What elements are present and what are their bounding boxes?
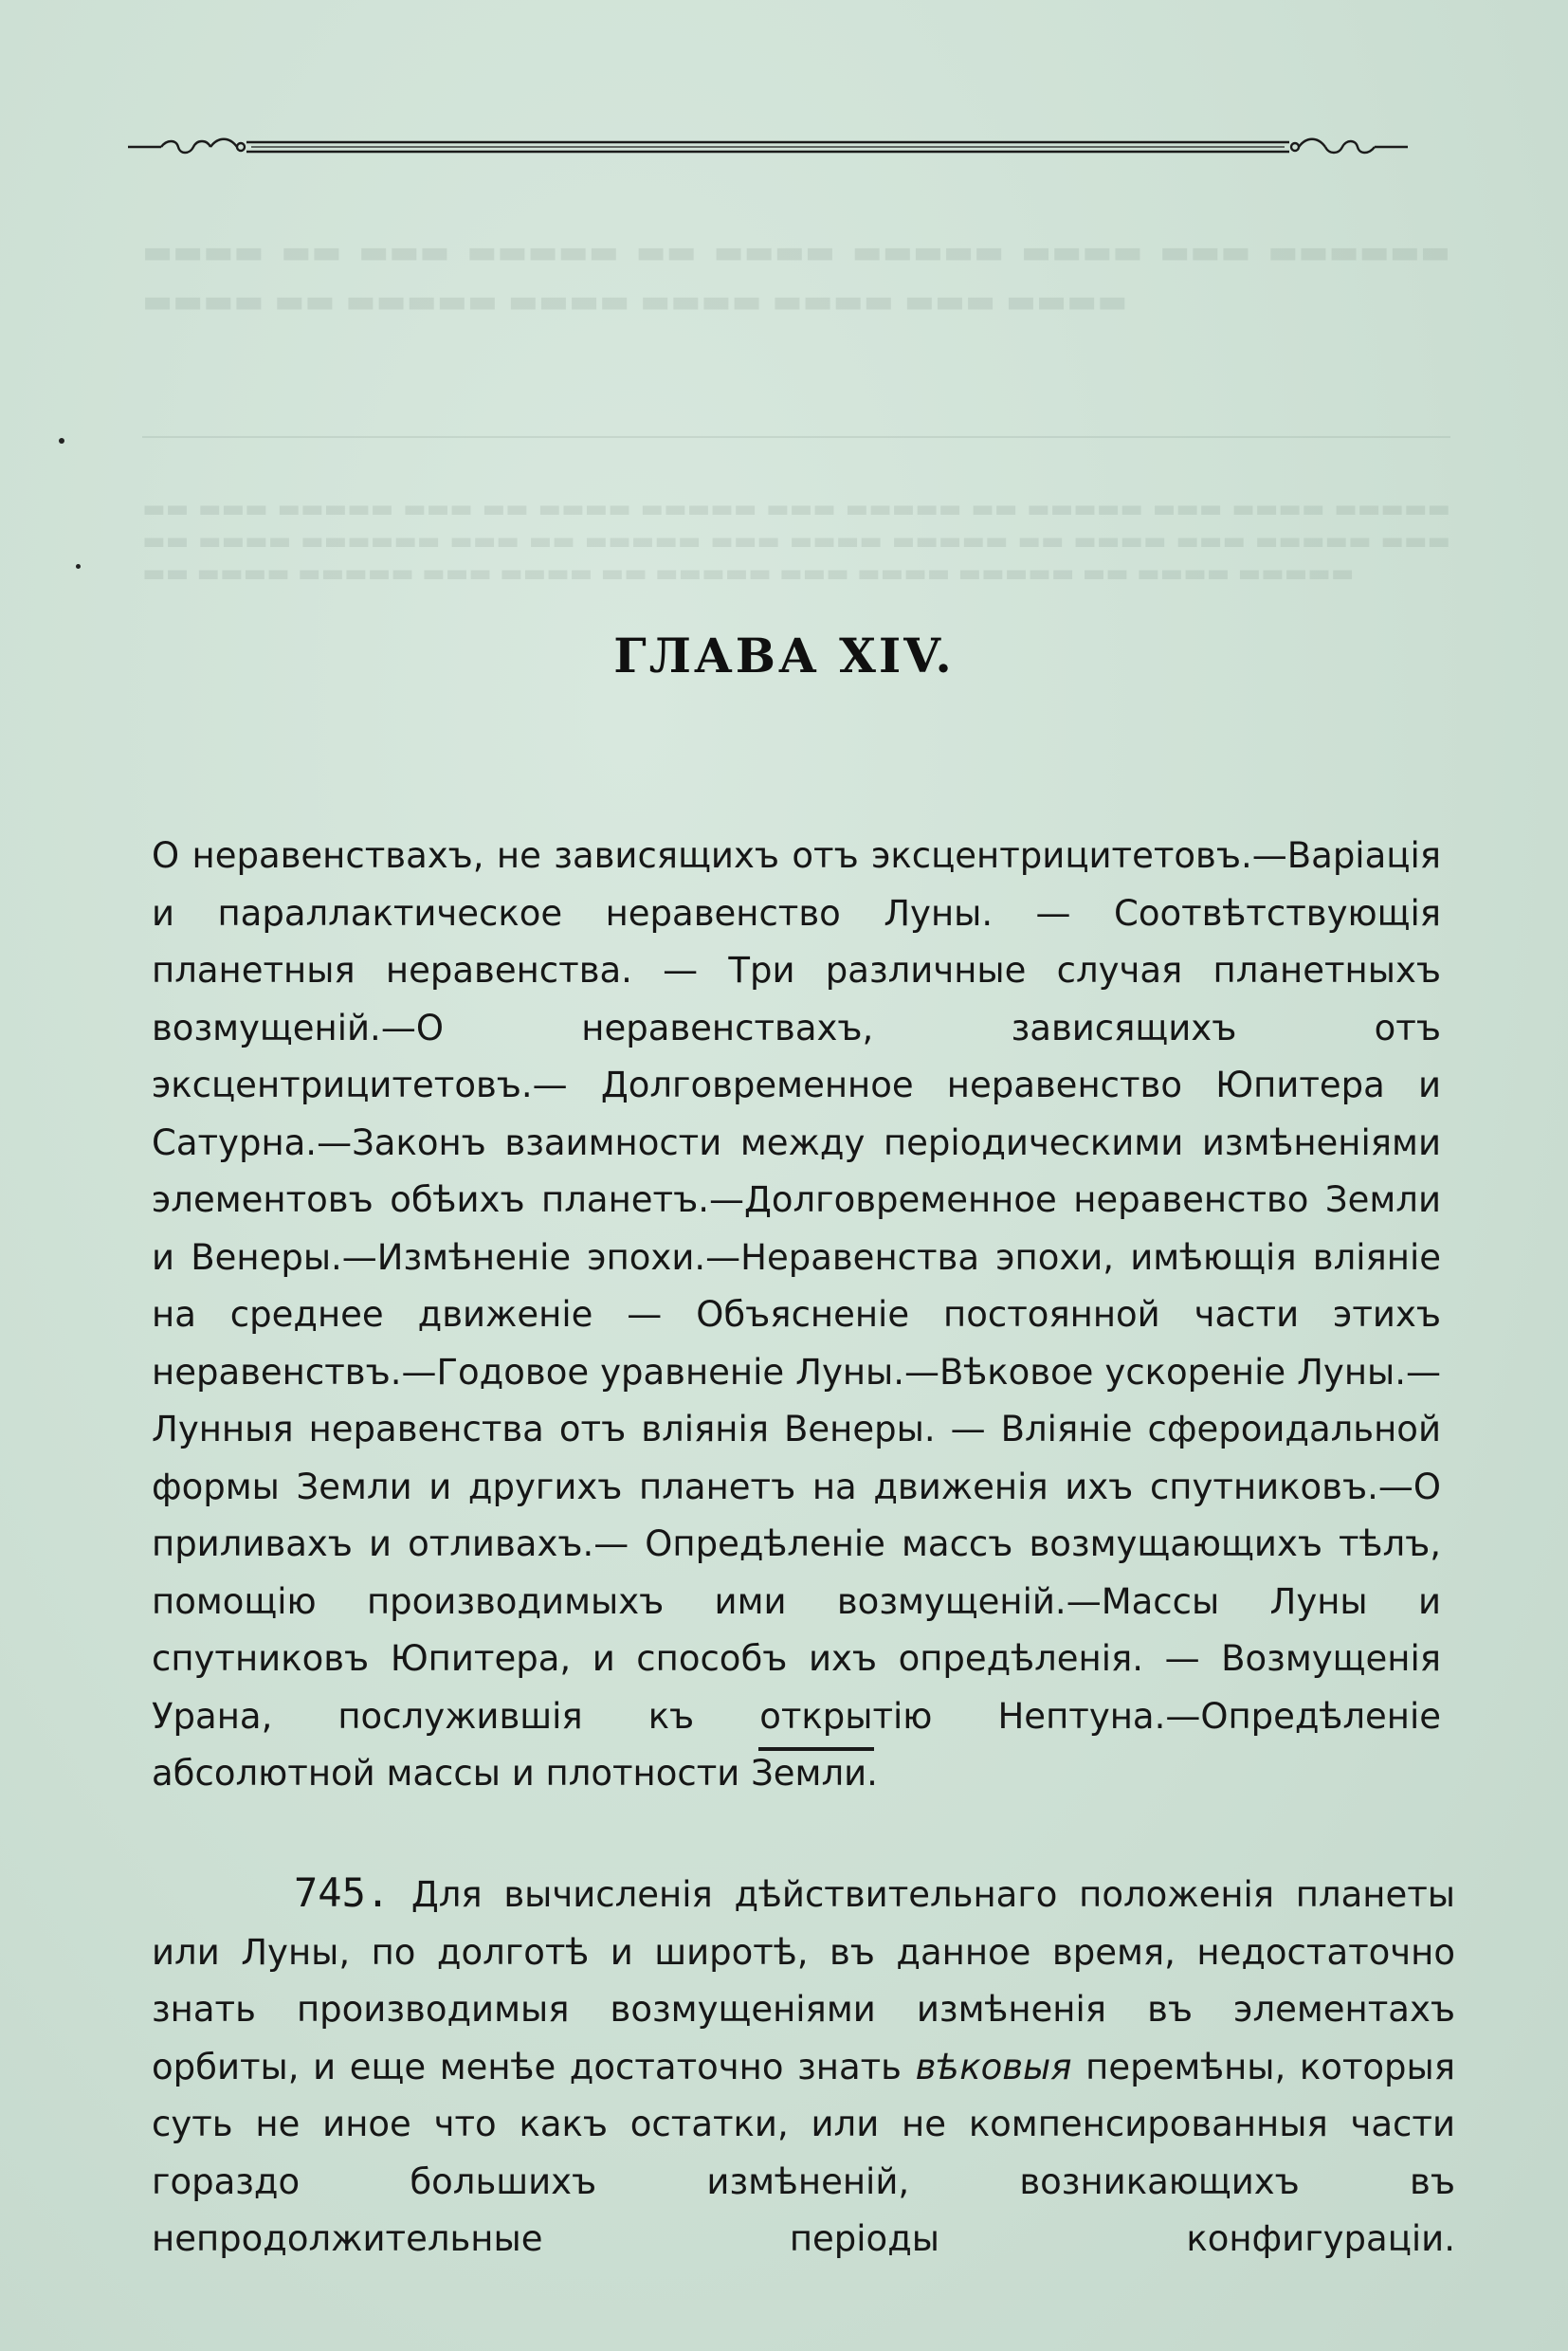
chapter-summary: О неравенствахъ, не зависящихъ отъ эксцентрицитетовъ.—Варіація и параллактическое неравенство Луны. — Соотвѣтствующія планетныя неравенства. — Три различные случая планетныхъ возмущеній.—О неравенствахъ, зависящихъ отъ эксцентрицитетовъ.— Долговременное неравенство Юпитера и Сатурна.—Законъ взаимности между періодическими измѣненіями элементовъ обѣихъ планетъ.—Долговременное неравенство Земли и Венеры.—Измѣненіе эпохи.—Неравенства эпохи, имѣющія вліяніе на среднее движеніе — Объясненіе постоянной части этихъ неравенствъ.—Годовое уравненіе Луны.—Вѣковое ускореніе Луны.—Лунныя неравенства отъ вліянія Венеры. — Вліяніе сфероидальной формы Земли и другихъ планетъ на движенія ихъ спутниковъ.—О приливахъ и отливахъ.— Опредѣленіе массъ возмущающихъ тѣлъ, помощію производимыхъ ими возмущеній.—Массы Луны и спутниковъ Юпитера, и способъ ихъ опредѣленія. — Возмущенія Урана, послужившія къ открытію Нептуна.—Опредѣленіе абсолютной массы и плотности Земли.	[152, 835, 1441, 1794]
paragraph-text-after: перемѣны, которыя суть не иное что какъ остатки, или не компенсированныя части гораздо большихъ измѣненій, возникающихъ въ непродолжительные періоды конфигураціи.	[152, 2046, 1456, 2259]
scan-speck	[76, 564, 81, 569]
bleed-through-rule	[142, 436, 1450, 438]
paragraph-number: 745.	[294, 1869, 391, 1916]
bleed-through-footnote: ▬▬ ▬▬▬ ▬▬▬▬▬ ▬▬▬ ▬▬ ▬▬▬▬ ▬▬▬▬▬ ▬▬▬ ▬▬▬▬▬ ▬▬ ▬▬▬▬▬ ▬▬▬ ▬▬▬▬ ▬▬▬▬▬ ▬▬ ▬▬▬▬ ▬▬▬▬▬▬ ▬▬▬ ▬▬ ▬▬▬▬▬ ▬▬▬ ▬▬▬▬ ▬▬▬▬▬ ▬▬ ▬▬▬▬ ▬▬▬ ▬▬▬▬▬ ▬▬▬ ▬▬ ▬▬▬▬ ▬▬▬▬▬ ▬▬▬ ▬▬▬▬ ▬▬ ▬▬▬▬▬ ▬▬▬ ▬▬▬▬ ▬▬▬▬▬ ▬▬ ▬▬▬▬ ▬▬▬▬▬	[142, 495, 1450, 588]
section-divider	[758, 1747, 874, 1751]
bleed-through-text: ▬▬▬▬ ▬▬ ▬▬▬ ▬▬▬▬▬ ▬▬ ▬▬▬▬ ▬▬▬▬▬ ▬▬▬▬ ▬▬▬ ▬▬▬▬▬▬ ▬▬▬▬ ▬▬ ▬▬▬▬▬ ▬▬▬▬ ▬▬▬▬ ▬▬▬▬ ▬▬▬ ▬▬▬▬	[142, 233, 1450, 320]
scan-speck	[59, 438, 64, 444]
paragraph-text-before: Для вычисленія дѣйствительнаго положенія планеты или Луны, по долготѣ и широтѣ, въ данное время, недостаточно знать производимыя возмущеніями измѣненія въ элементахъ орбиты, и еще менѣе достаточно знать	[152, 1874, 1455, 2087]
paragraph-emphasis: вѣковыя	[915, 2046, 1072, 2087]
chapter-title: ГЛАВА XIV.	[613, 627, 955, 683]
paragraph-745	[152, 1865, 1455, 2269]
header-ornament	[123, 131, 1413, 163]
